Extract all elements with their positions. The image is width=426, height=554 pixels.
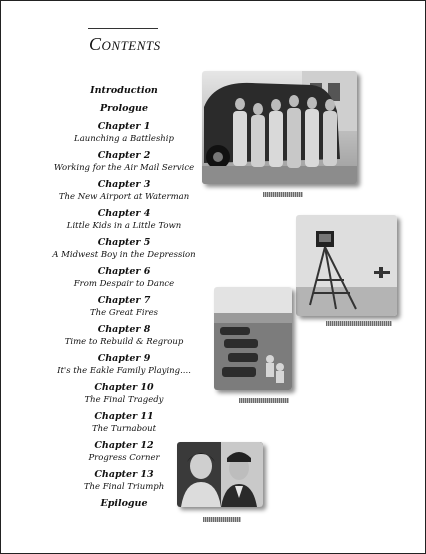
photo-couple-portrait-image [177, 442, 263, 507]
toc-subtitle: Progress Corner [88, 453, 160, 463]
photo-crowd-lakeside [214, 287, 292, 390]
toc-entry-chapter-4[interactable] [31, 208, 217, 232]
toc-entry-introduction[interactable] [31, 85, 217, 97]
toc-chapter: Chapter 10 [94, 382, 154, 393]
toc-subtitle: It's the Eakle Family Playing.... [57, 366, 191, 376]
toc-chapter: Chapter 12 [94, 440, 154, 451]
toc-entry-chapter-6[interactable] [31, 266, 217, 290]
toc-chapter: Chapter 7 [97, 295, 151, 306]
toc-chapter: Chapter 4 [97, 208, 151, 219]
toc-entry-chapter-11[interactable] [31, 411, 217, 435]
toc-chapter: Chapter 9 [97, 353, 151, 364]
toc-entry-chapter-2[interactable] [31, 150, 217, 174]
photo-couple-portrait [177, 442, 263, 507]
toc-chapter: Chapter 6 [97, 266, 151, 277]
toc-subtitle: Launching a Battleship [74, 134, 174, 144]
toc-subtitle: Working for the Air Mail Service [53, 163, 195, 173]
toc-entry-chapter-7[interactable] [31, 295, 217, 319]
toc-subtitle: Time to Rebuild & Regroup [64, 337, 184, 347]
toc-entry-chapter-10[interactable] [31, 382, 217, 406]
photo-caption-bar [239, 398, 289, 403]
photo-caption-bar [203, 517, 241, 522]
photo-women-by-car-image [202, 71, 357, 184]
photo-tower-airplane-image [296, 215, 397, 316]
photo-women-by-car [202, 71, 357, 184]
toc-chapter: Chapter 13 [94, 469, 154, 480]
toc-subtitle: Little Kids in a Little Town [66, 221, 182, 231]
toc-subtitle: A Midwest Boy in the Depression [52, 250, 196, 260]
toc-chapter: Chapter 8 [97, 324, 151, 335]
photo-caption-bar [326, 321, 392, 326]
toc-entry-chapter-3[interactable] [31, 179, 217, 203]
toc-chapter: Epilogue [100, 498, 148, 509]
toc-entry-prologue[interactable] [31, 103, 217, 115]
toc-chapter: Chapter 5 [97, 237, 151, 248]
title-rule [88, 28, 158, 29]
toc-subtitle: The Final Tragedy [84, 395, 164, 405]
toc-chapter: Chapter 2 [97, 150, 151, 161]
toc-entry-chapter-1[interactable] [31, 121, 217, 145]
toc-subtitle: The New Airport at Waterman [58, 192, 190, 202]
toc-subtitle: From Despair to Dance [73, 279, 175, 289]
toc-subtitle: The Great Fires [89, 308, 159, 318]
page-title: Contents [89, 34, 161, 54]
toc-chapter: Chapter 1 [97, 121, 151, 132]
toc-chapter: Introduction [90, 85, 158, 96]
toc-subtitle: The Turnabout [91, 424, 157, 434]
toc-entry-chapter-8[interactable] [31, 324, 217, 348]
toc-subtitle: The Final Triumph [83, 482, 165, 492]
toc-chapter: Prologue [99, 103, 149, 114]
photo-caption-bar [263, 192, 303, 197]
toc-entry-chapter-5[interactable] [31, 237, 217, 261]
photo-tower-airplane [296, 215, 397, 316]
toc-entry-chapter-9[interactable] [31, 353, 217, 377]
toc-chapter: Chapter 11 [94, 411, 154, 422]
photo-crowd-lakeside-image [214, 287, 292, 390]
toc-chapter: Chapter 3 [97, 179, 151, 190]
